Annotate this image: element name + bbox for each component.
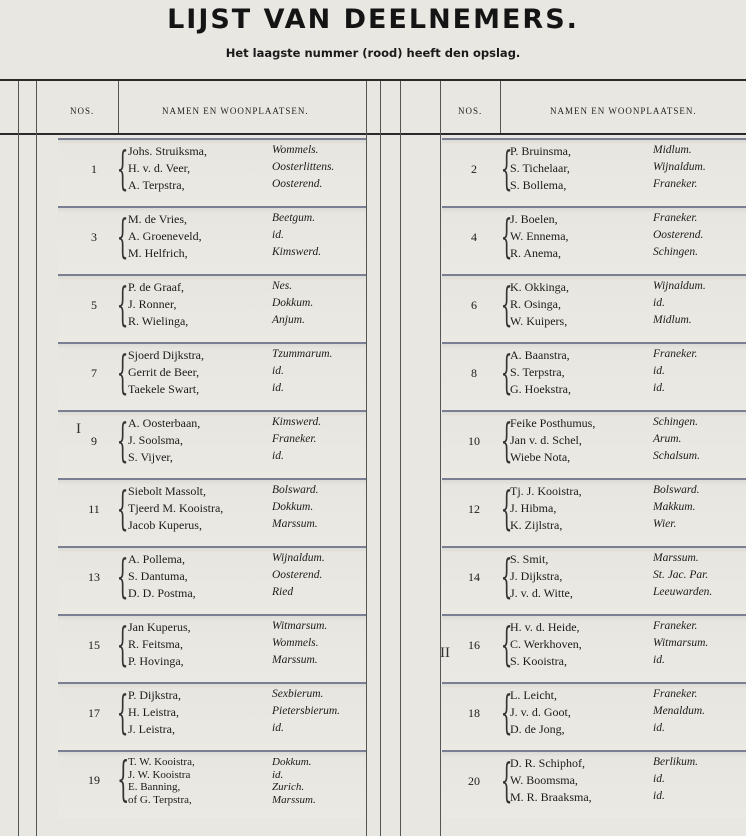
participant-name: R. Anema,	[510, 246, 561, 260]
column-rule	[400, 81, 401, 836]
participant-name: J. v. d. Witte,	[510, 586, 573, 600]
participant-name: J. Hibma,	[510, 501, 557, 515]
participant-place: id.	[272, 450, 284, 462]
participant-place: Tzummarum.	[272, 348, 333, 360]
participant-place: Menaldum.	[653, 705, 706, 717]
participant-place: Arum.	[653, 433, 682, 445]
participant-row	[128, 280, 366, 296]
participant-row	[510, 722, 746, 738]
participant-row	[510, 144, 746, 160]
participant-row	[128, 705, 366, 721]
participant-name: W. Boomsma,	[510, 773, 578, 787]
group-number: 10	[468, 433, 480, 448]
participant-place: Wier.	[653, 518, 677, 530]
participant-place: Dokkum.	[272, 756, 312, 768]
participant-name: R. Wielinga,	[128, 314, 189, 328]
participant-place: Oosterlittens.	[272, 161, 335, 173]
participant-row	[510, 756, 746, 772]
column-rule	[380, 81, 381, 836]
participant-row	[128, 569, 366, 585]
participant-row	[128, 246, 366, 262]
participant-row	[128, 794, 366, 810]
participant-row	[510, 586, 746, 602]
participant-row	[510, 161, 746, 177]
group-brace: {	[116, 344, 129, 399]
group-number: 13	[88, 569, 100, 584]
participant-place: Franeker.	[653, 620, 698, 632]
participant-name: S. Bollema,	[510, 178, 567, 192]
participant-name: Johs. Struiksma,	[128, 144, 208, 158]
participant-row	[510, 637, 746, 653]
participant-name: of G. Terpstra,	[128, 793, 192, 806]
participant-place: Wijnaldum.	[653, 161, 706, 173]
participant-name: K. Zijlstra,	[510, 518, 563, 532]
column-rule	[118, 81, 119, 133]
group-number: 15	[88, 637, 100, 652]
participant-name: Taekele Swart,	[128, 382, 200, 396]
participant-name: P. Hovinga,	[128, 654, 184, 668]
participant-row	[128, 178, 366, 194]
names-header-right: NAMEN EN WOONPLAATSEN.	[550, 106, 697, 116]
participant-row	[510, 416, 746, 432]
participant-row	[510, 654, 746, 670]
group-brace: {	[116, 412, 129, 467]
group-brace: {	[117, 751, 130, 807]
group-number: 9	[91, 433, 97, 448]
participant-row	[510, 178, 746, 194]
participant-row	[128, 484, 366, 500]
participant-row	[510, 569, 746, 585]
participant-row	[128, 450, 366, 466]
participant-place: id.	[653, 365, 665, 377]
participant-name: R. Feitsma,	[128, 637, 184, 651]
participant-row	[510, 348, 746, 364]
participant-row	[510, 365, 746, 381]
participant-row	[128, 416, 366, 432]
participant-name: S. Tichelaar,	[510, 161, 570, 175]
participant-name: H. Leistra,	[128, 705, 179, 719]
participant-row	[510, 620, 746, 636]
group-brace: {	[500, 752, 513, 807]
participant-place: id.	[272, 768, 284, 781]
participant-place: id.	[272, 382, 284, 394]
group-brace: {	[500, 208, 513, 263]
participant-place: Oosterend.	[272, 178, 323, 190]
participant-place: Schalsum.	[653, 450, 700, 462]
participant-place: Sexbierum.	[272, 688, 324, 700]
participant-name: S. Smit,	[510, 552, 549, 566]
group-number: 16	[468, 637, 480, 652]
participant-name: J. Dijkstra,	[510, 569, 563, 583]
participant-place: Wijnaldum.	[272, 552, 325, 564]
participant-row	[510, 484, 746, 500]
participant-place: id.	[272, 229, 284, 241]
participant-place: Pietersbierum.	[272, 705, 341, 717]
participant-row	[128, 382, 366, 398]
group-brace: {	[500, 684, 513, 739]
group-brace: {	[500, 140, 513, 195]
nos-header-right: NOS.	[458, 106, 483, 116]
names-header-left: NAMEN EN WOONPLAATSEN.	[162, 106, 309, 116]
group-number: 3	[91, 229, 97, 244]
participant-row	[510, 552, 746, 568]
participant-row	[510, 790, 746, 806]
page-subtitle: Het laagste nummer (rood) heeft den opslag.	[225, 46, 521, 60]
participant-name: Sjoerd Dijkstra,	[128, 348, 204, 362]
participant-name: M. R. Braaksma,	[510, 790, 592, 804]
group-brace: {	[116, 684, 129, 739]
group-number: 20	[468, 773, 480, 788]
participant-name: K. Okkinga,	[510, 280, 569, 294]
participant-row	[128, 314, 366, 330]
participant-place: Beetgum.	[272, 212, 316, 224]
participant-row	[128, 297, 366, 313]
handwritten-mark-i: I	[76, 421, 81, 437]
handwritten-mark-ii: II	[440, 645, 450, 661]
participant-name: Jan v. d. Schel,	[510, 433, 582, 447]
group-number: 18	[468, 705, 480, 720]
participant-name: E. Banning,	[128, 781, 181, 793]
participant-place: Dokkum.	[272, 297, 314, 309]
participant-row	[128, 552, 366, 568]
column-rule	[440, 81, 441, 836]
group-number: 1	[91, 161, 97, 176]
participant-place: Marssum.	[272, 518, 318, 530]
top-rule	[0, 79, 746, 81]
group-number: 14	[468, 569, 480, 584]
participant-place: id.	[653, 382, 665, 394]
participant-place: Marssum.	[653, 552, 699, 564]
group-number: 5	[91, 297, 97, 312]
participant-row	[128, 620, 366, 636]
participant-row	[510, 297, 746, 313]
participant-row	[128, 229, 366, 245]
participant-name: Jan Kuperus,	[128, 620, 191, 634]
column-rule	[500, 81, 501, 133]
participant-place: Kimswerd.	[272, 416, 322, 428]
participant-row	[510, 229, 746, 245]
participant-row	[510, 246, 746, 262]
participant-row	[128, 161, 366, 177]
group-number: 17	[88, 705, 100, 720]
participant-name: J. v. d. Goot,	[510, 705, 571, 719]
participant-row	[128, 433, 366, 449]
participant-place: Anjum.	[272, 314, 305, 326]
participant-name: S. Vijver,	[128, 450, 173, 464]
participant-place: Berlikum.	[653, 756, 699, 768]
participant-place: Wommels.	[272, 637, 319, 649]
participant-row	[128, 518, 366, 534]
participant-name: Feike Posthumus,	[510, 416, 596, 430]
participant-row	[128, 144, 366, 160]
participant-name: H. v. d. Veer,	[128, 161, 191, 175]
participant-name: A. Pollema,	[128, 552, 185, 566]
group-brace: {	[116, 548, 129, 603]
participant-name: J. W. Kooistra	[128, 768, 191, 781]
participant-name: P. Bruinsma,	[510, 144, 572, 158]
participant-row	[510, 705, 746, 721]
participant-row	[128, 348, 366, 364]
group-brace: {	[116, 616, 129, 671]
participant-place: id.	[653, 722, 665, 734]
participant-place: id.	[653, 297, 665, 309]
participant-row	[128, 501, 366, 517]
participant-name: P. de Graaf,	[128, 280, 184, 294]
participant-place: Franeker.	[653, 178, 698, 190]
participant-place: Franeker.	[653, 212, 698, 224]
participant-place: id.	[653, 773, 665, 785]
group-number: 6	[471, 297, 477, 312]
participant-row	[510, 280, 746, 296]
participant-row	[128, 637, 366, 653]
participant-name: A. Baanstra,	[510, 348, 570, 362]
participant-place: Zurich.	[272, 781, 305, 793]
participant-place: Franeker.	[653, 688, 698, 700]
participant-name: A. Oosterbaan,	[128, 416, 201, 430]
nos-header-left: NOS.	[70, 106, 95, 116]
group-brace: {	[500, 548, 513, 603]
participant-name: S. Terpstra,	[510, 365, 565, 379]
group-number: 19	[88, 773, 100, 787]
participant-place: St. Jac. Par.	[653, 569, 709, 581]
participant-place: Nes.	[272, 280, 293, 292]
participant-place: Ried	[272, 586, 294, 598]
participant-place: Wijnaldum.	[653, 280, 706, 292]
participant-name: A. Groeneveld,	[128, 229, 202, 243]
group-brace: {	[116, 140, 129, 195]
participant-name: J. Leistra,	[128, 722, 175, 736]
participant-place: Makkum.	[653, 501, 696, 513]
participant-row	[510, 382, 746, 398]
group-number: 8	[471, 365, 477, 380]
participant-place: Schingen.	[653, 416, 699, 428]
participant-row	[128, 212, 366, 228]
participant-name: R. Osinga,	[510, 297, 561, 311]
group-brace: {	[500, 344, 513, 399]
participant-row	[510, 688, 746, 704]
participant-place: Wommels.	[272, 144, 319, 156]
group-brace: {	[500, 276, 513, 331]
participant-name: D. R. Schiphof,	[510, 756, 585, 770]
participant-name: L. Leicht,	[510, 688, 557, 702]
header-rule	[0, 133, 746, 135]
participant-place: id.	[272, 722, 284, 734]
participant-row	[128, 688, 366, 704]
participant-name: D. D. Postma,	[128, 586, 196, 600]
participant-name: D. de Jong,	[510, 722, 565, 736]
group-number: 12	[468, 501, 480, 516]
participant-row	[510, 212, 746, 228]
participant-place: Franeker.	[272, 433, 317, 445]
participant-place: Witmarsum.	[272, 620, 328, 632]
participant-name: W. Kuipers,	[510, 314, 568, 328]
group-brace: {	[500, 480, 513, 535]
participant-row	[510, 501, 746, 517]
participant-row	[510, 450, 746, 466]
participant-name: Gerrit de Beer,	[128, 365, 200, 379]
group-number: 2	[471, 161, 477, 176]
participant-place: id.	[653, 790, 665, 802]
participant-name: H. v. d. Heide,	[510, 620, 580, 634]
participant-name: P. Dijkstra,	[128, 688, 182, 702]
column-rule	[366, 81, 367, 836]
participant-row	[128, 722, 366, 738]
participant-name: Tjeerd M. Kooistra,	[128, 501, 224, 515]
participant-name: M. Helfrich,	[128, 246, 188, 260]
column-rule	[36, 81, 37, 836]
participant-row	[510, 433, 746, 449]
participant-place: Marssum.	[272, 793, 316, 806]
participant-place: Oosterend.	[653, 229, 704, 241]
participant-name: A. Terpstra,	[128, 178, 185, 192]
page-title: LIJST VAN DEELNEMERS.	[167, 4, 579, 35]
participant-name: T. W. Kooistra,	[128, 756, 195, 768]
participant-place: Midlum.	[653, 144, 692, 156]
participant-name: S. Kooistra,	[510, 654, 567, 668]
group-number: 11	[88, 501, 100, 516]
column-rule	[18, 81, 19, 836]
participant-name: Jacob Kuperus,	[128, 518, 202, 532]
participant-row	[510, 773, 746, 789]
participant-place: Witmarsum.	[653, 637, 709, 649]
group-brace: {	[116, 480, 129, 535]
participant-place: Marssum.	[272, 654, 318, 666]
group-brace: {	[500, 616, 513, 671]
participant-row	[510, 518, 746, 534]
participant-name: G. Hoekstra,	[510, 382, 571, 396]
participant-place: id.	[653, 654, 665, 666]
participant-name: Siebolt Massolt,	[128, 484, 207, 498]
participant-place: Franeker.	[653, 348, 698, 360]
participant-place: Bolsward.	[272, 484, 319, 496]
group-brace: {	[116, 208, 129, 263]
participant-place: Midlum.	[653, 314, 692, 326]
participant-row	[510, 314, 746, 330]
participant-name: Tj. J. Kooistra,	[510, 484, 582, 498]
group-number: 4	[471, 229, 477, 244]
participant-row	[128, 365, 366, 381]
participant-row	[128, 654, 366, 670]
participant-name: J. Boelen,	[510, 212, 558, 226]
participant-name: M. de Vries,	[128, 212, 188, 226]
participant-place: id.	[272, 365, 284, 377]
participant-place: Oosterend.	[272, 569, 323, 581]
group-number: 7	[91, 365, 97, 380]
participant-place: Kimswerd.	[272, 246, 322, 258]
participant-place: Bolsward.	[653, 484, 700, 496]
participant-name: W. Ennema,	[510, 229, 569, 243]
group-brace: {	[500, 412, 513, 467]
participant-name: S. Dantuma,	[128, 569, 188, 583]
participant-place: Leeuwarden.	[653, 586, 713, 598]
participant-name: J. Soolsma,	[128, 433, 184, 447]
group-brace: {	[116, 276, 129, 331]
participant-name: J. Ronner,	[128, 297, 177, 311]
participant-name: C. Werkhoven,	[510, 637, 582, 651]
participant-place: Dokkum.	[272, 501, 314, 513]
participant-name: Wiebe Nota,	[510, 450, 571, 464]
participant-place: Schingen.	[653, 246, 699, 258]
participant-row	[128, 586, 366, 602]
